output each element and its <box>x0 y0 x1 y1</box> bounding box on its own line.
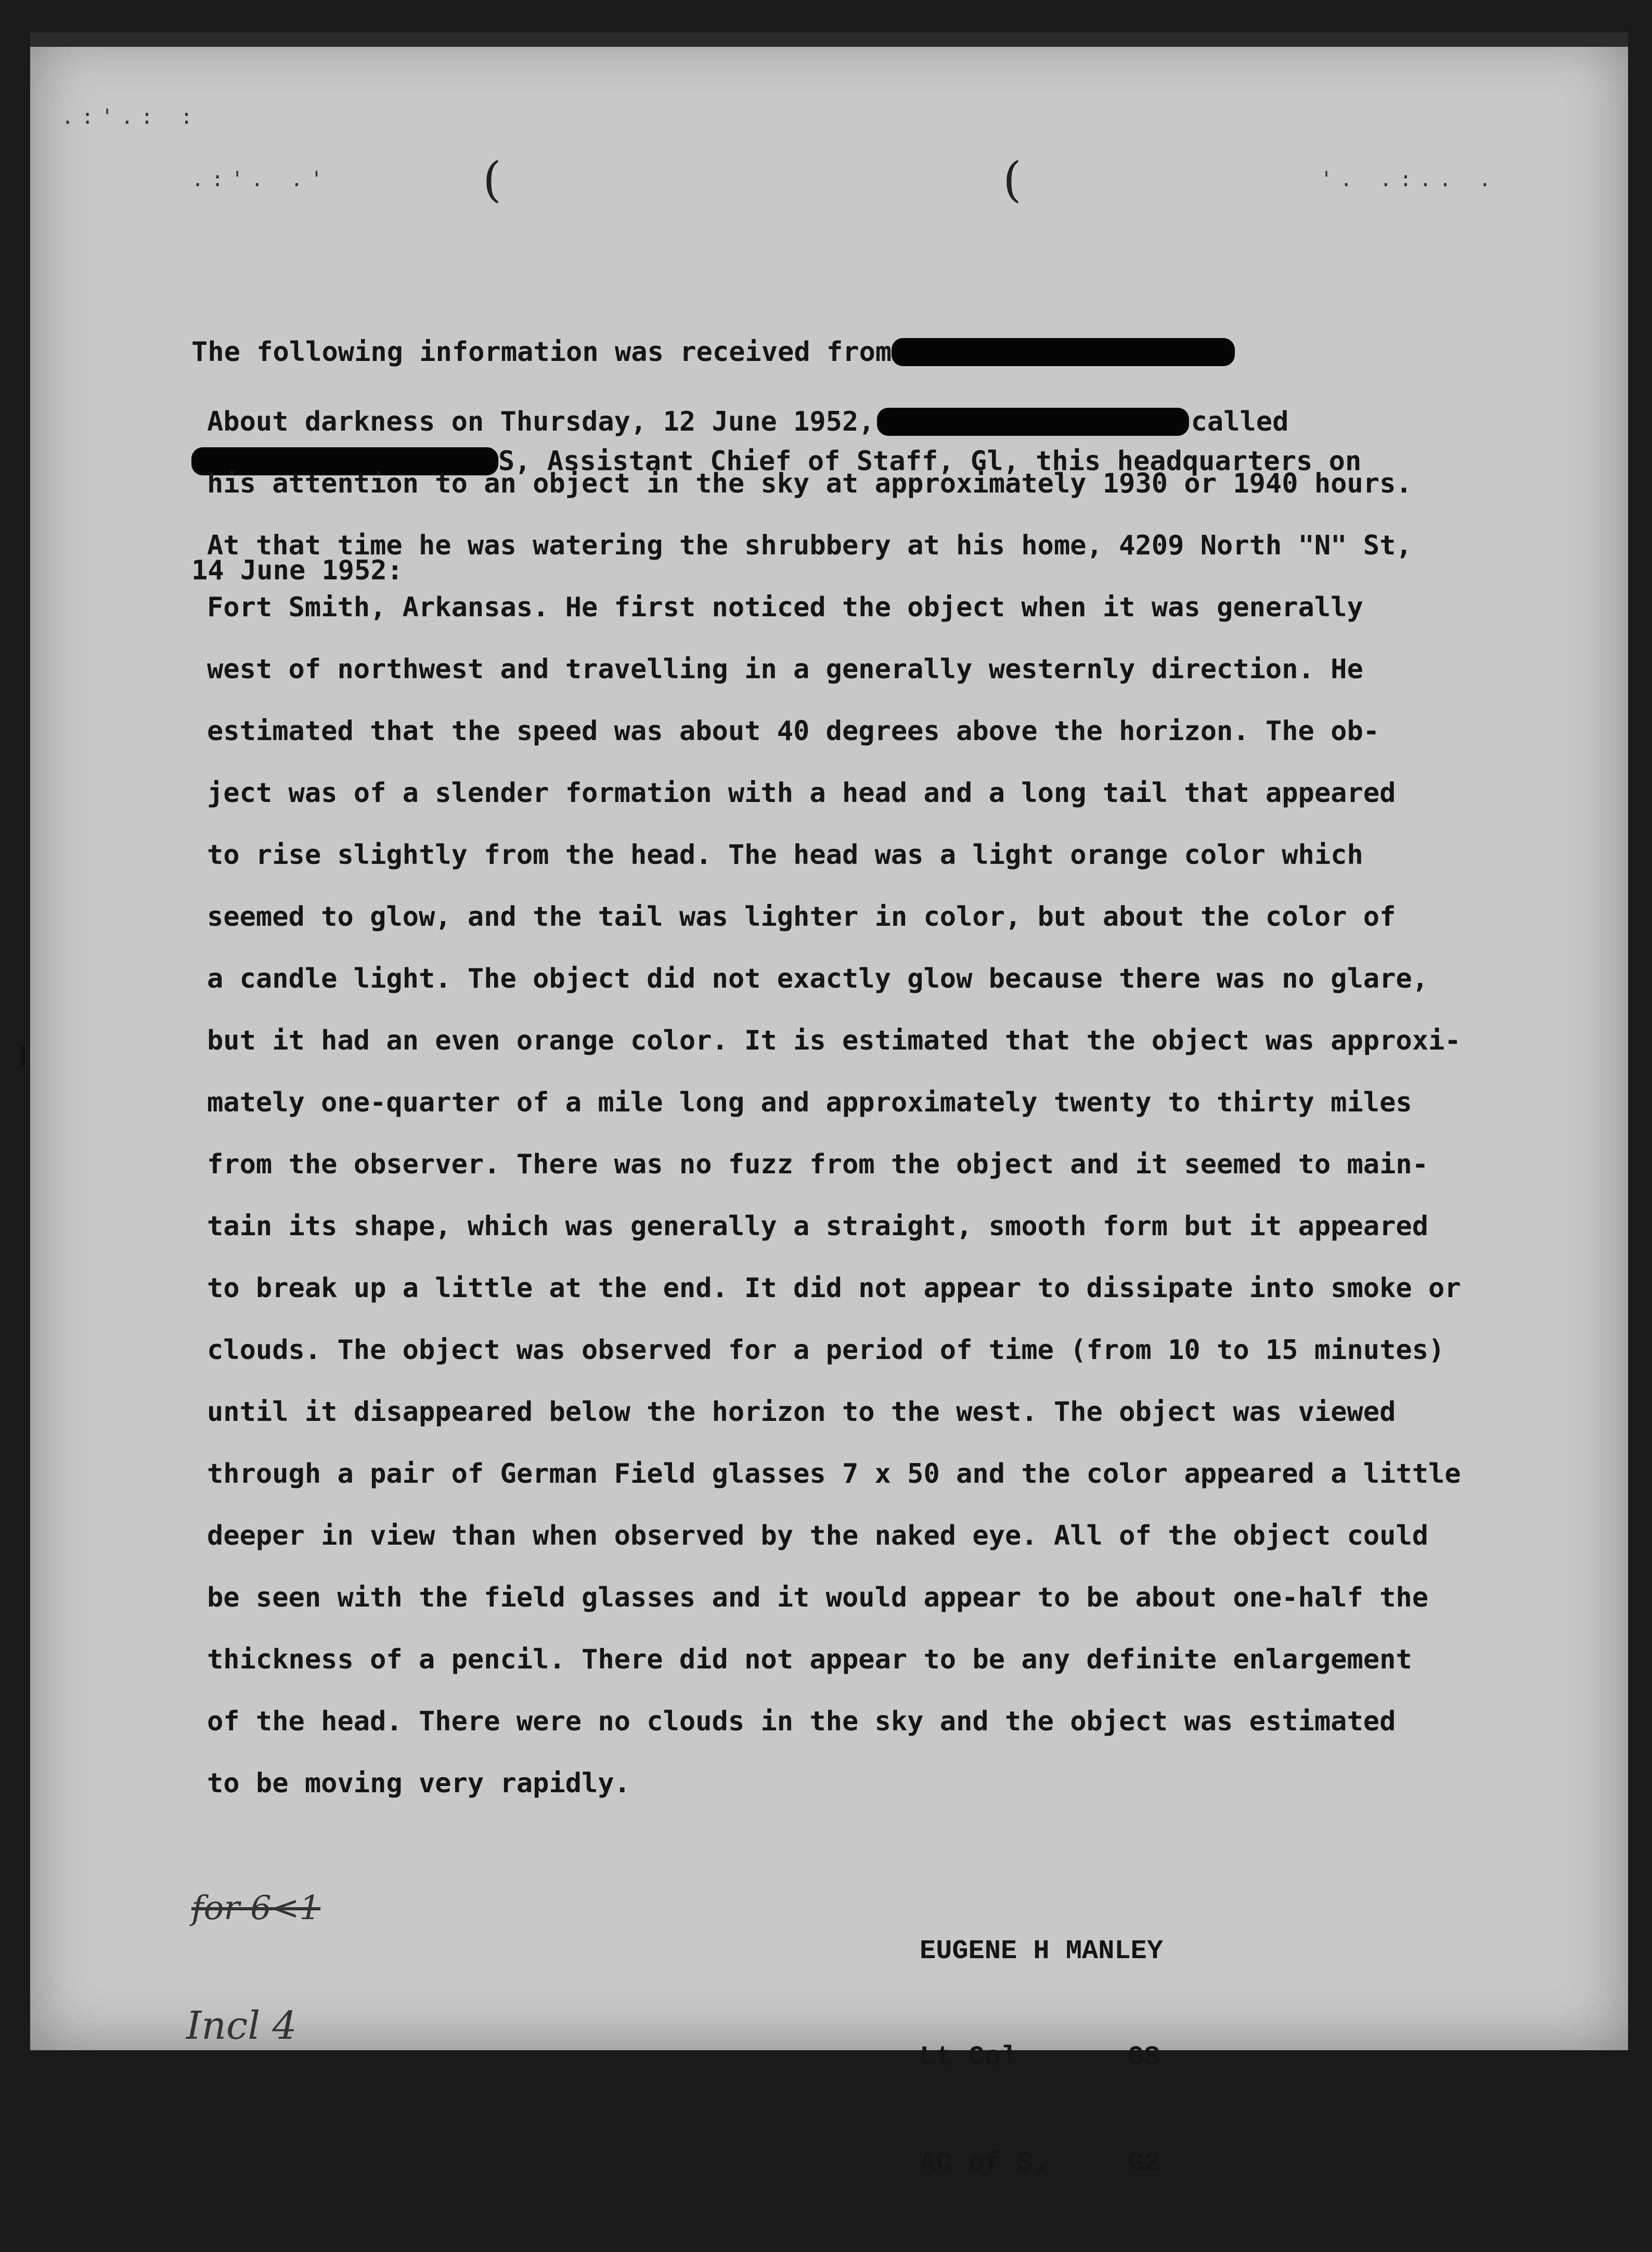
scan-speckle: '. .:.. . <box>1320 167 1499 191</box>
body-line: mately one-quarter of a mile long and approximately twenty to thirty miles <box>207 1087 1412 1118</box>
body-line: until it disappeared below the horizon to the west. The object was viewed <box>207 1396 1396 1428</box>
punch-mark-right: ( <box>1003 152 1022 208</box>
scan-speckle: .:'.: : <box>61 105 200 129</box>
body-line: be seen with the field glasses and it would appear to be about one-half the <box>207 1582 1428 1613</box>
body-line: of the head. There were no clouds in the sky and the object was estimated <box>207 1706 1396 1737</box>
redaction-bar <box>877 408 1189 436</box>
header-line-2: S, Assistant Chief of Staff, Gl, this headquarters on <box>191 443 1377 480</box>
header-line-3: 14 June 1952: <box>191 555 403 586</box>
body-line: through a pair of German Field glasses 7 x 50 and the color appeared a little <box>207 1458 1461 1490</box>
body-line: from the observer. There was no fuzz from the object and it seemed to main- <box>207 1149 1428 1180</box>
signature-title-row: AC of S, G2 <box>920 2148 1160 2179</box>
body-line: to rise slightly from the head. The head was a light orange color which <box>207 839 1363 871</box>
scan-speckle: .:'. .' <box>191 167 330 191</box>
signature-block <box>920 1863 1163 2252</box>
handwritten-enclosure-note: Incl 4 <box>186 2003 297 2048</box>
body-line: to break up a little at the end. It did not appear to dissipate into smoke or <box>207 1273 1461 1304</box>
body-line: estimated that the speed was about 40 degrees above the horizon. The ob- <box>207 716 1380 747</box>
body-line: About darkness on Thursday, 12 June 1952, called <box>207 406 1289 437</box>
punch-mark-left: ( <box>483 152 501 208</box>
body-line: deeper in view than when observed by the naked eye. All of the object could <box>207 1520 1428 1551</box>
body-line: At that time he was watering the shrubbery at his home, 4209 North "N" St, <box>207 530 1412 561</box>
scan-edge-mark <box>21 1045 25 1066</box>
body-line: seemed to glow, and the tail was lighter in color, but about the color of <box>207 901 1396 933</box>
body-line: tain its shape, which was generally a straight, smooth form but it appeared <box>207 1211 1428 1242</box>
handwritten-note: for 6<1 <box>191 1889 321 1927</box>
body-line: to be moving very rapidly. <box>207 1768 630 1799</box>
body-line: west of northwest and travelling in a generally westernly direction. He <box>207 654 1363 685</box>
header-line-1: The following information was received from <box>191 334 1377 370</box>
body-line: thickness of a pencil. There did not appear to be any definite enlargement <box>207 1644 1412 1675</box>
document-page <box>30 32 1628 2179</box>
signature-rank-row: Lt Col GS <box>920 2042 1160 2073</box>
report-body <box>207 391 1492 1815</box>
body-line: Fort Smith, Arkansas. He first noticed the object when it was generally <box>207 592 1363 623</box>
film-edge <box>30 32 1628 47</box>
body-line: ject was of a slender formation with a head and a long tail that appeared <box>207 778 1396 809</box>
body-line: but it had an even orange color. It is estimated that the object was approxi- <box>207 1025 1461 1056</box>
body-line: his attention to an object in the sky at approximately 1930 or 1940 hours. <box>207 468 1412 499</box>
redaction-bar <box>892 338 1235 366</box>
body-line: a candle light. The object did not exactly glow because there was no glare, <box>207 963 1428 994</box>
body-line: clouds. The object was observed for a period of time (from 10 to 15 minutes) <box>207 1335 1445 1366</box>
signature-name: EUGENE H MANLEY <box>920 1936 1164 1966</box>
